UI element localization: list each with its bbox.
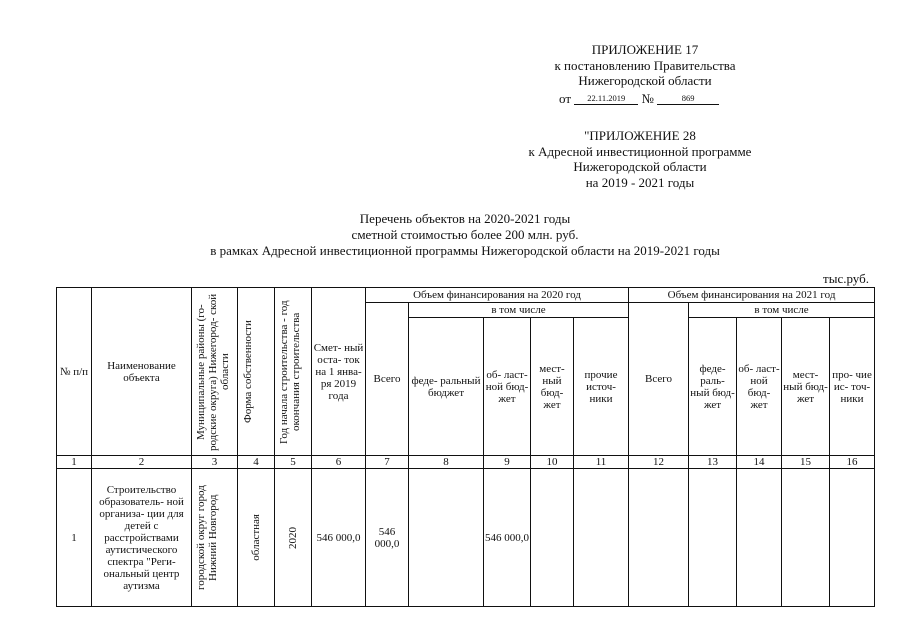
row-estimated: 546 000,0 — [312, 469, 366, 607]
column-number: 6 — [312, 456, 366, 469]
row-municipality: городской округ город Нижний Новгород — [192, 469, 238, 607]
row-ownership: областная — [238, 469, 275, 607]
column-number: 2 — [92, 456, 192, 469]
column-number: 14 — [737, 456, 782, 469]
number-prefix: № — [641, 91, 654, 106]
column-number: 5 — [275, 456, 312, 469]
appendix-28-line-2: Нижегородской области — [573, 159, 707, 174]
regional-2020-header: об- ласт- ной бюд- жет — [484, 318, 531, 456]
row-other-2020 — [574, 469, 629, 607]
investment-objects-table — [56, 287, 875, 607]
appendix-28-line-3: на 2019 - 2021 годы — [585, 174, 695, 190]
appendix-line-2: Нижегородской области — [578, 73, 712, 88]
appendix-title: ПРИЛОЖЕНИЕ 17 — [591, 42, 699, 57]
column-number: 12 — [629, 456, 689, 469]
row-federal-2020 — [409, 469, 484, 607]
decree-number: 869 — [657, 93, 719, 105]
column-number: 16 — [830, 456, 875, 469]
document-title-line-1: Перечень объектов на 2020-2021 годы — [359, 211, 571, 226]
fin-2020-header: Объем финансирования на 2020 год — [366, 288, 629, 303]
row-object-name: Строительство образователь- ной организа- ции для детей с расстройствами аутистического спектра "Реги- ональный центр аутизма — [92, 469, 192, 607]
regional-2021-header: об- ласт- ной бюд- жет — [737, 318, 782, 456]
other-2021-header: про- чие ис- точ- ники — [830, 318, 875, 456]
local-2020-header: мест- ный бюд- жет — [531, 318, 574, 456]
appendix-28-title: "ПРИЛОЖЕНИЕ 28 — [584, 128, 696, 143]
table-row — [57, 469, 875, 607]
row-federal-2021 — [689, 469, 737, 607]
row-regional-2020: 546 000,0 — [484, 469, 531, 607]
column-number: 11 — [574, 456, 629, 469]
row-num: 1 — [57, 469, 92, 607]
decree-signature-line — [559, 91, 719, 107]
header-row-1 — [57, 288, 875, 303]
incl-2020-header: в том числе — [409, 303, 629, 318]
column-number: 8 — [409, 456, 484, 469]
local-2021-header: мест- ный бюд- жет — [782, 318, 830, 456]
column-number: 1 — [57, 456, 92, 469]
row-total-2021 — [629, 469, 689, 607]
federal-2021-header: феде- раль- ный бюд- жет — [689, 318, 737, 456]
column-number: 13 — [689, 456, 737, 469]
row-years: 2020 — [275, 469, 312, 607]
column-number: 15 — [782, 456, 830, 469]
document-title — [140, 211, 790, 259]
column-number: 9 — [484, 456, 531, 469]
col-ownership-header: Форма собственности — [238, 288, 275, 456]
incl-2021-header: в том числе — [689, 303, 875, 318]
row-total-2020: 546 000,0 — [366, 469, 409, 607]
date-prefix: от — [559, 91, 572, 106]
row-other-2021 — [830, 469, 875, 607]
total-2021-header: Всего — [629, 303, 689, 456]
column-number: 7 — [366, 456, 409, 469]
decree-date: 22.11.2019 — [574, 93, 638, 105]
appendix-header — [520, 42, 770, 89]
appendix-28-header — [490, 128, 790, 190]
other-2020-header: прочие источ- ники — [574, 318, 629, 456]
total-2020-header: Всего — [366, 303, 409, 456]
column-number: 3 — [192, 456, 238, 469]
appendix-line-1: к постановлению Правительства — [554, 57, 736, 73]
col-num-header: № п/п — [57, 288, 92, 456]
fin-2021-header: Объем финансирования на 2021 год — [629, 288, 875, 303]
col-years-header: Год начала строительства - год окончания строительства — [275, 288, 312, 456]
federal-2020-header: феде- ральный бюджет — [409, 318, 484, 456]
column-number: 10 — [531, 456, 574, 469]
appendix-28-line-1: к Адресной инвестиционной программе — [528, 143, 752, 159]
row-regional-2021 — [737, 469, 782, 607]
row-local-2020 — [531, 469, 574, 607]
units-label: тыс.руб. — [823, 271, 869, 286]
column-numbers-row — [57, 456, 875, 469]
col-estimated-header: Смет- ный оста- ток на 1 янва- ря 2019 года — [312, 288, 366, 456]
document-title-line-3: в рамках Адресной инвестиционной программы Нижегородской области на 2019-2021 годы — [210, 243, 720, 258]
column-number: 4 — [238, 456, 275, 469]
col-municipality-header: Муниципальные районы (го- родские округа) Нижегород- ской области — [192, 288, 238, 456]
document-title-line-2: сметной стоимостью более 200 млн. руб. — [351, 227, 579, 242]
col-name-header: Наименование объекта — [92, 288, 192, 456]
row-local-2021 — [782, 469, 830, 607]
